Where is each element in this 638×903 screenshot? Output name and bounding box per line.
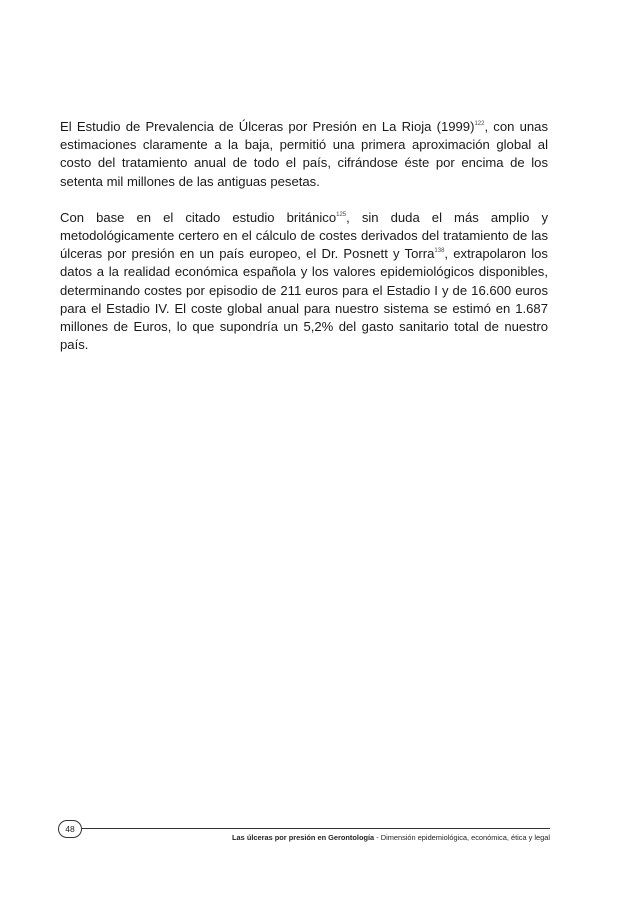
reference-125: 125 — [336, 211, 347, 218]
reference-122: 122 — [474, 121, 485, 127]
footer-divider — [82, 828, 550, 829]
book-subtitle: Dimensión epidemiológica, económica, ética y legal — [380, 833, 550, 842]
paragraph-1 — [60, 118, 548, 191]
book-title: Las úlceras por presión en Gerontología — [232, 833, 375, 842]
running-footer — [232, 833, 550, 843]
page-footer — [58, 818, 550, 848]
reference-138: 138 — [434, 248, 445, 255]
paragraph-1-text-b: , con unas estimaciones claramente a la baja, permitió una primera aproximación global al costo del tratamiento anual de todo el país, cifrándose éste por encima de los setenta mil millones de las antiguas pesetas. — [60, 119, 548, 189]
footer-separator: - — [374, 833, 381, 842]
paragraph-2 — [60, 209, 548, 355]
paragraph-1-text-a: El Estudio de Prevalencia de Úlceras por Presión en La Rioja (1999) — [60, 119, 475, 134]
body-text — [60, 118, 548, 372]
paragraph-2-text-c: , extrapolaron los datos a la realidad económica española y los valores epidemiológicos disponibles, determinando costes por episodio de 211 euros para el Estadio I y de 16.600 euros para el Estadio IV. El coste global anual para nuestro sistema se estimó en 1.687 millones de Euros, lo que supondría un 5,2% del gasto sanitario total de nuestro país. — [60, 246, 548, 353]
paragraph-2-text-b: , sin duda el más amplio y metodológicamente certero en el cálculo de costes derivados del tratamiento de las úlceras por presión en un país europeo, el Dr. Posnett y Torra — [60, 209, 548, 262]
page-number: 48 — [58, 820, 82, 838]
paragraph-2-text-a: Con base en el citado estudio británico — [60, 209, 337, 225]
